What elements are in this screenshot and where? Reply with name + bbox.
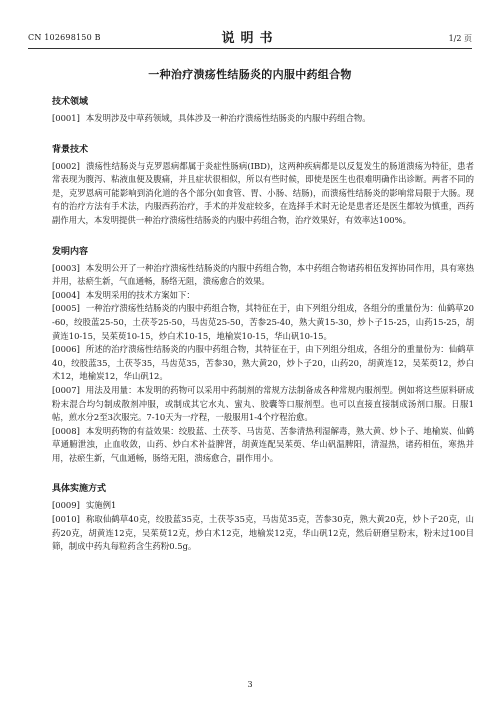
paragraph — [52, 384, 474, 425]
paragraph-text: 溃疡性结肠炎与克罗恩病都属于炎症性肠病(IBD)，这两种疾病都是以反复发生的肠道溃疡为特征，患者常表现为腹泻、粘液血便及腹痛，并且症状很相似，所以有些时候，即使是医生也很难明确作出诊断。两者不同的是，克罗恩病可能影响到消化道的各个部分(如食管、胃、小肠、结肠)，而溃疡性结肠炎的影响常局限于大肠。现有的治疗方法有手术法，内服西药治疗，手术的并发症较多，在选择手术时无论是患者还是医生都较为慎重，西药副作用大，本发明提供一种治疗溃疡性结肠炎的内服中药组合物，治疗效果好，有效率达100%。 — [52, 160, 474, 225]
section-heading: 背景技术 — [52, 144, 89, 155]
document-body — [52, 96, 474, 554]
section-heading: 发明内容 — [52, 246, 89, 257]
paragraph — [52, 262, 474, 289]
section-heading: 技术领域 — [52, 97, 89, 107]
paragraph — [52, 112, 474, 126]
paragraph-number: [0002] — [52, 160, 80, 171]
paragraph-number: [0004] — [52, 289, 80, 300]
paragraph-number: [0008] — [52, 425, 80, 436]
paragraph — [52, 499, 474, 513]
paragraph — [52, 289, 474, 303]
paragraph-number: [0006] — [52, 344, 80, 355]
paragraph-number: [0007] — [52, 384, 80, 395]
page-number: 3 — [247, 680, 253, 689]
paragraph — [52, 343, 474, 384]
paragraph-text: 称取仙鹤草40克，绞股蓝35克，土茯苓35克，马齿苋35克，苦参30克，熟大黄20克，炒卜子20克，山药20克，胡黄连12克，吴茱萸12克，炒白术12克，地榆炭12克，华山矾12克，然后研磨呈粉末，粉末过100目筛，制成中药丸每粒药含生药粉0.5g。 — [52, 514, 474, 552]
paragraph-text: 本发明药物的有益效果：绞股蓝、土茯苓、马齿苋、苦参清热利湿解毒，熟大黄、炒卜子、地榆炭、仙鹤草通腑泄浊，止血收敛，山药、炒白术补益脾肾，胡黄连配吴茱萸、华山矾温脾阳，清湿热，诸药相伍，寒热并用，祛瘀生新，气血通畅，肠络无阻，溃疡愈合，副作用小。 — [52, 425, 474, 463]
paragraph-number: [0001] — [52, 113, 80, 123]
paragraph-text: 本发明采用的技术方案如下： — [85, 289, 195, 300]
paragraph — [52, 425, 474, 466]
document-title: 一种治疗溃疡性结肠炎的内服中药组合物 — [148, 68, 352, 81]
header-rule — [28, 48, 472, 49]
paragraph-text: 用法及用量：本发明的药物可以采用中药制剂的常规方法制备成各种常规内服剂型。例如将这些原料研成粉末混合均匀制成散剂冲服，或制成其它水丸、蜜丸、胶囊等口服剂型。也可以直接直接制成汤剂口服。日服1帖，煎水分2至3次服完。7-10天为一疗程，一般服用1-4个疗程治愈。 — [52, 384, 474, 423]
paragraph-text: 一种治疗溃疡性结肠炎的内服中药组合物，其特征在于，由下列组分组成，各组分的重量份为：仙鹤草20-60，绞股蓝25-50，土茯苓25-50，马齿苋25-50，苦参25-40，熟大黄15-30，炒卜子15-25，山药15-25，胡黄连10-15，吴茱萸10-15，炒白术10-15，地榆炭10-15，华山矾10-15。 — [52, 303, 474, 341]
paragraph — [52, 160, 474, 228]
paragraph-text: 实施例1 — [85, 500, 117, 511]
patent-number: CN 102698150 B — [28, 33, 101, 42]
paragraph — [52, 513, 474, 554]
paragraph — [52, 302, 474, 343]
page-header — [28, 24, 472, 46]
paragraph-text: 本发明涉及中草药领域，具体涉及一种治疗溃疡性结肠炎的内服中药组合物。 — [85, 113, 371, 123]
header-title: 说明书 — [221, 31, 279, 46]
paragraph-number: [0005] — [52, 303, 80, 314]
paragraph-text: 本发明公开了一种治疗溃疡性结肠炎的内服中药组合物，本中药组合物诸药相伍发挥协同作用，具有寒热并用，祛瘀生新，气血通畅，肠络无阻，溃疡愈合的效果。 — [52, 262, 474, 287]
page-indicator: 1/2 页 — [448, 34, 472, 43]
paragraph-number: [0010] — [52, 514, 80, 525]
paragraph-text: 所述的治疗溃疡性结肠炎的内服中药组合物，其特征在于，由下列组分组成，各组分的重量份为：仙鹤草40，绞股蓝35，土茯苓35，马齿苋35，苦参30，熟大黄20，炒卜子20，山药20，胡黄连12，吴茱萸12，炒白术12，地榆炭12，华山矾12。 — [52, 344, 474, 382]
section-heading: 具体实施方式 — [52, 484, 107, 495]
paragraph-number: [0003] — [52, 262, 80, 273]
paragraph-number: [0009] — [52, 500, 80, 511]
